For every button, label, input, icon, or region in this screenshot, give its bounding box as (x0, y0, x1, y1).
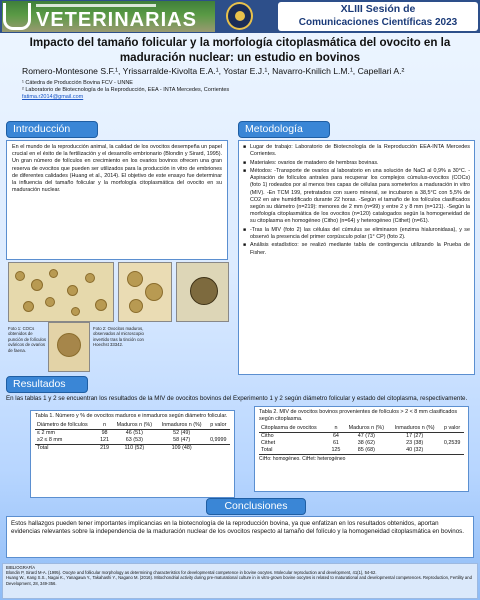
table-cell: 98 (101, 430, 108, 436)
faculty-name: VETERINARIAS (36, 9, 197, 31)
references (2, 563, 478, 599)
methods-box (238, 140, 475, 375)
reference-item: Blondin P, Sirard M-A. (1995). Oocyte and follicular morphology as determining characteristics for developmental competence in bovine oocytes. Molecular reproduction and development, 41(1), 54-62. (6, 570, 377, 576)
table-cell: 47 (73) (357, 433, 375, 439)
photo-caption-1: Foto 1: COCs obtenidos de punción de folículos ováricos de ovarios de faena. (8, 326, 46, 353)
banner-rule (36, 4, 156, 7)
table2-box (254, 406, 469, 492)
table-row (259, 447, 464, 455)
methods-item: ■ Materiales: ovarios de matadero de hembras bovinas. (243, 160, 470, 167)
table1-header: n (103, 422, 107, 428)
methods-item: ■ -Tras la MIV (foto 2) las células del cúmulus se eliminaron (enzima hialuronidasa), y se observó la presencia del primer corpúsculo polar (1° CP) (foto 2). (243, 227, 470, 241)
event-title-line2: Comunicaciones Científicas 2023 (298, 17, 458, 28)
table-cell: 40 (32) (389, 447, 440, 455)
table-cell: 17 (27) (406, 433, 424, 439)
results-text: En las tablas 1 y 2 se encuentran los resultados de la MIV de ovocitos bovinos del Experimento 1 y 2 según diámetro folicular y estado del citoplasma, respectivamente. (6, 395, 468, 402)
table2-header: p valor (443, 425, 461, 431)
table-cell (207, 430, 230, 438)
table1-header: p valor (210, 422, 227, 428)
table-cell: 0,2539 (443, 440, 461, 446)
table-cell: Total (37, 445, 49, 451)
table-cell (207, 445, 230, 453)
photo-cocs (8, 262, 114, 322)
table-row (259, 440, 464, 447)
methods-item: ■ Análisis estadístico: se realizó mediante tabla de contingencia utilizando la Prueba de Fisher. (243, 242, 470, 256)
table-cell: 125 (328, 447, 343, 455)
university-logo (3, 3, 31, 30)
intro-text: En el mundo de la reproducción animal, la calidad de los ovocitos desempeña un papel crucial en el éxito de la fertilización y el desarrollo embrionario (Blondin y Sirard, 1995). Un gran número de folículos en crecimiento en los ovarios bovinos ofrecen una gran reserva de ovocitos que pueden ser utilizados para la producción in vitro de embriones de diferentes calidades (Huang et al., 2014). El objetivo de este ensayo fue determinar la influencia del tamaño folicular y la morfología citoplasmática del ovocito en su maduración nuclear. (6, 140, 228, 260)
poster-header (0, 0, 480, 33)
table-cell: 109 (48) (171, 445, 192, 451)
affiliation-1: ¹ Cátedra de Producción Bovina FCV - UNNE (22, 80, 133, 86)
table1-header: Maduros n (%) (116, 422, 153, 428)
table2-header: Maduros n (%) (348, 425, 385, 431)
table-cell: 63 (53) (125, 437, 143, 443)
table2-header: Citoplasma de ovocitos (261, 425, 317, 431)
table-cell: 0,9999 (210, 437, 227, 443)
table1-caption: Tabla 1. Número y % de ovocitos maduros e inmaduros según diámetro folicular. (35, 413, 228, 419)
table1 (35, 422, 230, 452)
table2-header: n (334, 425, 338, 431)
photo-stained-oocyte (48, 322, 90, 372)
methods-heading: Metodología (238, 121, 330, 138)
table-cell: 85 (68) (343, 447, 389, 455)
table-cell: ≤ 2 mm (37, 430, 55, 436)
affiliations (22, 80, 462, 102)
faculty-seal-logo (226, 2, 253, 30)
table-row (35, 445, 230, 453)
table-cell: 58 (47) (173, 437, 191, 443)
photo-oocytes-cluster (118, 262, 172, 322)
event-badge (278, 2, 478, 31)
table-row (35, 437, 230, 445)
photo-matured-oocyte (176, 262, 229, 322)
table-cell: Citho (261, 433, 274, 439)
table-cell: 61 (332, 440, 339, 446)
conclusions-heading: Conclusiones (206, 498, 306, 515)
photo-panel (8, 260, 230, 372)
author-list: Romero-Montesone S.F.¹, Yrissarralde-Kivolta E.A.¹, Yostar E.J.¹, Navarro-Knilich L.M.¹, Capellari A.² (22, 66, 405, 76)
table-cell: 23 (38) (406, 440, 424, 446)
methods-item: ■ Lugar de trabajo: Laboratorio de Biotecnología de la Reproducción EEA-INTA Mercedes Corrientes. (243, 144, 470, 158)
table1-header: Inmaduros n (%) (161, 422, 202, 428)
poster-title: Impacto del tamaño folicular y la morfología citoplasmática del ovocito en la maduración nuclear: un estudio en bovinos (29, 36, 451, 64)
methods-item: ■ Métodos: -Transporte de ovarios al laboratorio en una solución de NaCl al 0,9% a 30°C. -Aspiración de folículos antrales para recuperar los complejos cúmulus-ovocitos (COCs) (foto 1) rodeados por al menos tres capas de células para someterlos a maduración in vitro (MIV). -En TCM 199, pretratados con suero mineral, se incubaron a 38,5°C con 5,5% de CO2 en aire humidificado durante 22 horas. -Según el tamaño de los folículos clasificados según su diámetro (n=219): menores de 2 mm (n=99) y entre 2 y 8 mm (n=121). -Según la morfología citoplasmática de los ovocitos (n=120) catalogados según la homogeneidad de su citoplasma en homogéneo (Citho) (n=64) y heterogéneo (Cithet) (n=61). (243, 168, 470, 226)
contact-email[interactable]: fatima.r2014@gmail.com (22, 94, 84, 101)
table-cell: ≥2 ≤ 8 mm (37, 437, 63, 443)
table2-note: CiHo: homogéneo. CiHet: heterogéneo (259, 456, 346, 462)
table1-header: Diámetro de folículos (37, 422, 88, 428)
references-heading: BIBLIOGRAFÍA (6, 565, 36, 570)
table-cell: 38 (62) (357, 440, 375, 446)
table-cell: Cithet (261, 440, 276, 446)
table-cell: 64 (332, 433, 339, 439)
table-cell: 110 (52) (124, 445, 145, 451)
table2 (259, 425, 464, 455)
faculty-banner (2, 1, 215, 32)
table-cell (440, 433, 464, 441)
results-heading: Resultados (6, 376, 88, 393)
table-cell: 219 (100, 445, 110, 451)
affiliation-2: ² Laboratorio de Biotecnología de la Reproducción, EEA - INTA Mercedes, Corrientes (22, 87, 230, 94)
event-title-line1: XLIII Sesión de (340, 3, 416, 15)
table-cell: 52 (49) (173, 430, 191, 436)
photo-caption-2: Foto 2: Ovocitos maduros, observados al microscopio invertido tras la tinción con Hoechst 33342. (93, 326, 144, 348)
table-cell (440, 447, 464, 455)
intro-heading: Introducción (6, 121, 98, 138)
table-cell: 46 (51) (125, 430, 143, 436)
table-cell: 121 (100, 437, 110, 443)
table-row (259, 433, 464, 441)
reference-item: Huang W., Kang S.S., Nagai K., Yanagawa Y., Takahashi Y., Nagano M. (2016). Mitochondrial activity during pre-maturational culture in in vitro-grown bovine oocytes is related to maturational and developmental competences. Reproduction, Fertility and Development, 28, 349-356. (6, 575, 472, 586)
table1-box (30, 410, 235, 498)
table-cell: Total (259, 447, 328, 455)
conclusions-text: Estos hallazgos pueden tener importantes implicancias en la biotecnología de la reproducción bovina, ya que enfatizan en los resultados obtenidos, aportan evidencias relevantes sobre la independencia de la maduración nuclear de los ovocitos respecto al tamaño del folículo y la homogeneidad citoplasmática en bovinos. (6, 516, 474, 558)
table2-caption: Tabla 2. MIV de ovocitos bovinos provenientes de folículos > 2 < 8 mm clasificados según citoplasma. (259, 409, 458, 422)
table2-header: Inmaduros n (%) (394, 425, 435, 431)
table-row (35, 430, 230, 438)
